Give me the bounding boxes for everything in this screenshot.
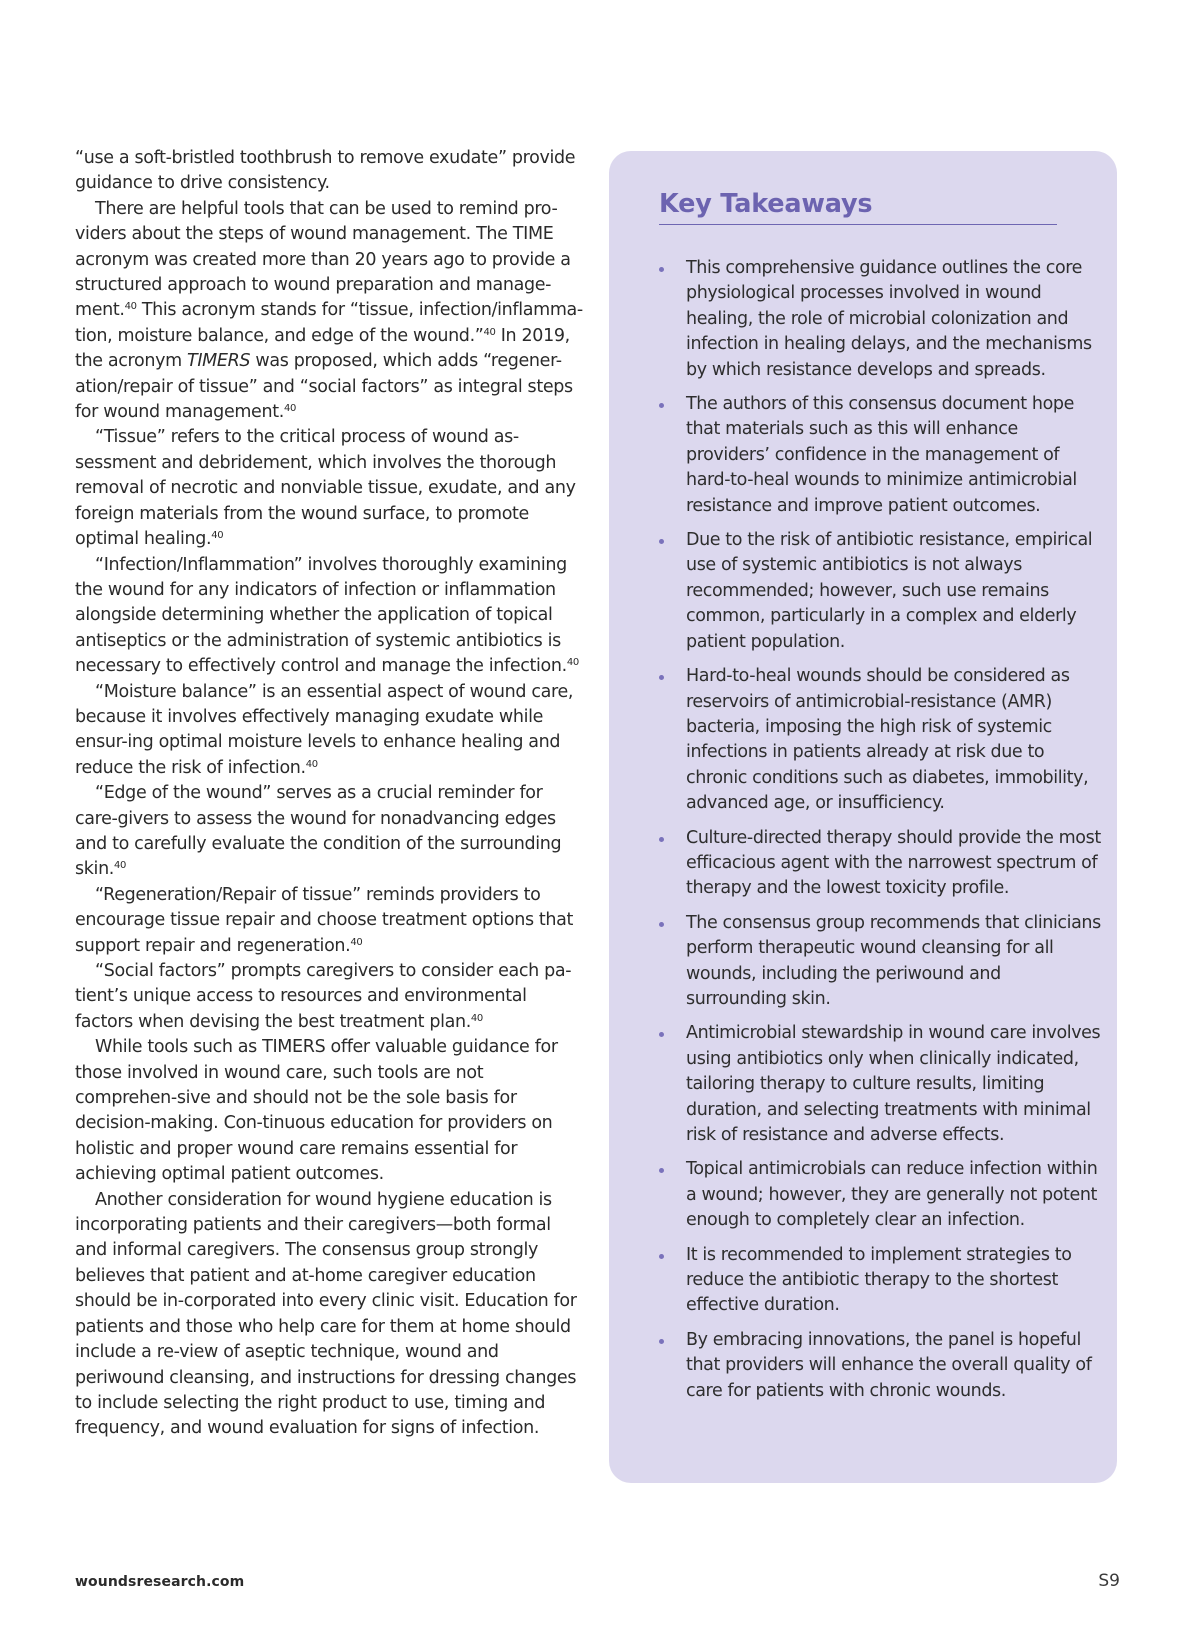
paragraph: “use a soft-bristled toothbrush to remove exudate” provide guidance to drive consistency. xyxy=(75,148,576,194)
paragraph: “Edge of the wound” serves as a crucial reminder for care-givers to assess the wound for nonadvancing edges and to carefully evaluate the condition of the surrounding skin.$^{40}$ xyxy=(75,783,562,880)
takeaway-item: Due to the risk of antibiotic resistance, empirical use of systemic antibiotics is not always recommended; however, such use remains common, particularly in a complex and elderly patient population. xyxy=(659,528,1104,655)
page-number: S9 xyxy=(1098,1571,1120,1591)
citation: 40 xyxy=(305,758,318,770)
citation: 40 xyxy=(283,403,296,415)
paragraph: “Regeneration/Repair of tissue” reminds providers to encourage tissue repair and choose treatment options that support repair and regeneration.$^{40}$ xyxy=(75,884,574,956)
key-takeaways-list xyxy=(659,256,1104,1413)
bullet-icon xyxy=(659,1032,664,1037)
bullet-icon xyxy=(659,539,664,544)
takeaway-item: Culture-directed therapy should provide the most efficacious agent with the narrowest spectrum of therapy and the lowest toxicity profile. xyxy=(659,826,1104,902)
paragraph: While tools such as TIMERS offer valuable guidance for those involved in wound care, such tools are not comprehen-sive and should not be the sole basis for decision-making. Con-tinuous education for providers on holistic and proper wound care remains essential for achieving optimal patient outcomes. xyxy=(75,1037,558,1185)
paragraph: “Tissue” refers to the critical process of wound as-sessment and debridement, which involves the thorough removal of necrotic and nonviable tissue, exudate, and any foreign materials from the wound surface, to promote optimal healing.$^{40}$ xyxy=(75,427,576,550)
key-takeaways-title: Key Takeaways xyxy=(659,189,1057,225)
takeaway-item: It is recommended to implement strategies to reduce the antibiotic therapy to the shortest effective duration. xyxy=(659,1243,1104,1319)
bullet-icon xyxy=(659,267,664,272)
bullet-icon xyxy=(659,403,664,408)
citation: 40 xyxy=(470,1012,483,1024)
bullet-icon xyxy=(659,922,664,927)
takeaway-item: Antimicrobial stewardship in wound care involves using antibiotics only when clinically indicated, tailoring therapy to culture results, limiting duration, and selecting treatments with minimal risk of resistance and adverse effects. xyxy=(659,1021,1104,1148)
main-text-column xyxy=(75,146,585,1442)
citation: 40 xyxy=(114,860,127,872)
bullet-icon xyxy=(659,675,664,680)
takeaway-item: Hard-to-heal wounds should be considered as reservoirs of antimicrobial-resistance (AMR) bacteria, imposing the high risk of systemic infections in patients already at risk due to chronic conditions such as diabetes, immobility, advanced age, or insufficiency. xyxy=(659,664,1104,816)
citation: 40 xyxy=(566,657,579,669)
paragraph: “Moisture balance” is an essential aspect of wound care, because it involves effectively managing exudate while ensur-ing optimal moisture levels to enhance healing and reduce the risk of infection.$^{40}$ xyxy=(75,681,574,778)
paragraph: “Social factors” prompts caregivers to consider each pa-tient’s unique access to resources and environmental factors when devising the best treatment plan.$^{40}$ xyxy=(75,961,572,1032)
takeaway-item: This comprehensive guidance outlines the core physiological processes involved in wound healing, the role of microbial colonization and infection in healing delays, and the mechanisms by which resistance develops and spreads. xyxy=(659,256,1104,383)
takeaway-item: By embracing innovations, the panel is hopeful that providers will enhance the overall quality of care for patients with chronic wounds. xyxy=(659,1328,1104,1404)
takeaway-item: The consensus group recommends that clinicians perform therapeutic wound cleansing for all wounds, including the periwound and surrounding skin. xyxy=(659,911,1104,1013)
bullet-icon xyxy=(659,837,664,842)
paragraph: “Infection/Inflammation” involves thoroughly examining the wound for any indicators of infection or inflammation alongside determining whether the application of topical antiseptics or the administration of systemic antibiotics is necessary to effectively control and manage the infection.$^{40}$ xyxy=(75,554,579,677)
citation: 40 xyxy=(124,301,137,313)
citation: 40 xyxy=(483,326,496,338)
paragraph: There are helpful tools that can be used to remind pro-viders about the steps of wound management. The TIME acronym was created more than 20 years ago to provide a structured approach to wound preparation and manage-ment.$^{40}$ This acronym stands for “tissue, infection/inflamma-tion, moisture balance, and edge of the wound.”$^{40}$ In 2019, the acronym TIMERS was proposed, which adds “regener-ation/repair of tissue” and “social factors” as integral steps for wound management.$^{40}$ xyxy=(75,198,583,423)
footer-website: woundsresearch.com xyxy=(75,1574,245,1590)
takeaway-item: The authors of this consensus document hope that materials such as this will enhance providers’ confidence in the management of hard-to-heal wounds to minimize antimicrobial resistance and improve patient outcomes. xyxy=(659,392,1104,519)
takeaway-item: Topical antimicrobials can reduce infection within a wound; however, they are generally not potent enough to completely clear an infection. xyxy=(659,1157,1104,1233)
citation: 40 xyxy=(350,936,363,948)
citation: 40 xyxy=(211,530,224,542)
key-takeaways-box xyxy=(609,151,1117,1483)
bullet-icon xyxy=(659,1339,664,1344)
paragraph: Another consideration for wound hygiene education is incorporating patients and their caregivers—both formal and informal caregivers. The consensus group strongly believes that patient and at-home caregiver education should be in-corporated into every clinic visit. Education for patients and those who help care for them at home should include a re-view of aseptic technique, wound and periwound cleansing, and instructions for dressing changes to include selecting the right product to use, timing and frequency, and wound evaluation for signs of infection. xyxy=(75,1189,577,1439)
bullet-icon xyxy=(659,1254,664,1259)
bullet-icon xyxy=(659,1168,664,1173)
